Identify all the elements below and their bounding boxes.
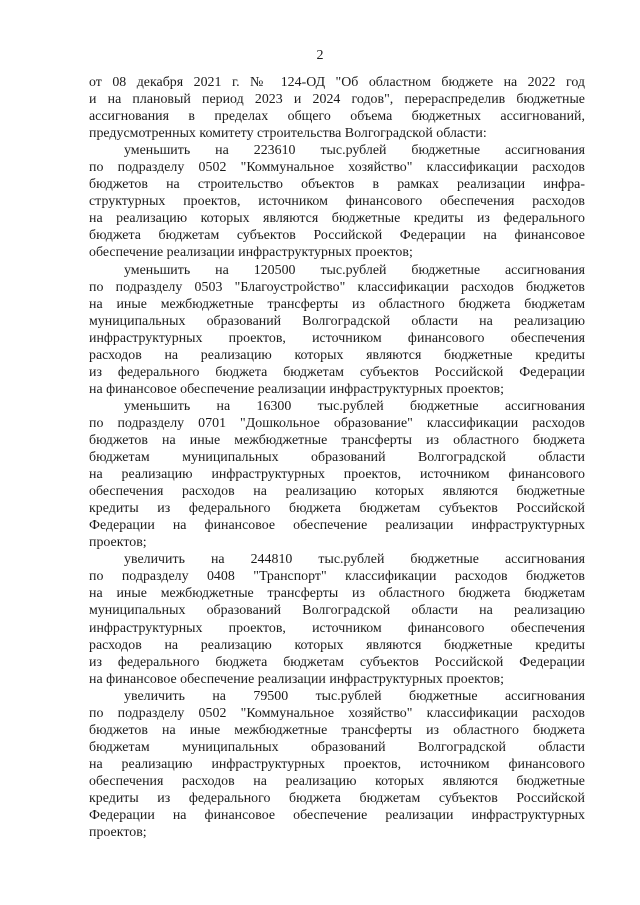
text-line: бюджетам муниципальных образований Волгоградской области [89, 739, 585, 755]
text-line: обеспечения расходов на реализацию которых являются бюджетные [89, 773, 585, 789]
text-line: проектов; [89, 535, 147, 551]
text-line: муниципальных образований Волгоградской области на реализацию [89, 603, 585, 619]
text-line: уменьшить на 16300 тыс.рублей бюджетные ассигнования [124, 398, 585, 414]
text-line: на реализацию которых являются бюджетные кредиты из федерального [89, 211, 585, 227]
text-line: бюджетов на иные межбюджетные трансферты из областного бюджета [89, 432, 585, 448]
text-line: расходов на реализацию которых являются бюджетные кредиты [89, 347, 585, 363]
text-line: бюджетов на иные межбюджетные трансферты из областного бюджета [89, 722, 585, 738]
text-line: инфраструктурных проектов, источником финансового обеспечения [89, 620, 585, 636]
text-line: увеличить на 79500 тыс.рублей бюджетные ассигнования [124, 688, 585, 704]
text-line: на финансовое обеспечение реализации инфраструктурных проектов; [89, 671, 504, 687]
text-line: предусмотренных комитету строительства Волгоградской области: [89, 126, 487, 142]
text-line: по подразделу 0502 "Коммунальное хозяйство" классификации расходов [89, 705, 585, 721]
text-line: от 08 декабря 2021 г. № 124-ОД "Об областном бюджете на 2022 год [89, 75, 585, 90]
text-line: обеспечение реализации инфраструктурных проектов; [89, 245, 413, 261]
text-line: на реализацию инфраструктурных проектов, источником финансового [89, 756, 585, 772]
text-line: структурных проектов, источником финансового обеспечения расходов [89, 194, 585, 210]
text-line: по подразделу 0502 "Коммунальное хозяйство" классификации расходов [89, 160, 585, 176]
text-line: по подразделу 0503 "Благоустройство" классификации расходов бюджетов [89, 279, 585, 295]
text-line: на реализацию инфраструктурных проектов, источником финансового [89, 467, 585, 483]
text-line: ассигнования в пределах общего объема бюджетных ассигнований, [89, 109, 585, 125]
text-line: на иные межбюджетные трансферты из областного бюджета бюджетам [89, 296, 585, 312]
text-line: на финансовое обеспечение реализации инфраструктурных проектов; [89, 381, 504, 397]
text-line: проектов; [89, 825, 147, 841]
text-line: по подразделу 0408 "Транспорт" классификации расходов бюджетов [89, 569, 585, 585]
text-line: Федерации на финансовое обеспечение реализации инфраструктурных [89, 518, 585, 534]
text-line: уменьшить на 223610 тыс.рублей бюджетные ассигнования [124, 143, 585, 159]
text-line: кредиты из федерального бюджета бюджетам субъектов Российской [89, 501, 585, 517]
text-line: кредиты из федерального бюджета бюджетам субъектов Российской [89, 790, 585, 806]
text-line: на иные межбюджетные трансферты из областного бюджета бюджетам [89, 586, 585, 602]
document-body [89, 74, 585, 841]
text-line: увеличить на 244810 тыс.рублей бюджетные ассигнования [124, 552, 585, 568]
page-number: 2 [316, 48, 324, 63]
text-line: уменьшить на 120500 тыс.рублей бюджетные ассигнования [124, 262, 585, 278]
text-line: муниципальных образований Волгоградской области на реализацию [89, 313, 585, 329]
text-line: бюджетов на строительство объектов в рамках реализации инфра- [89, 177, 585, 193]
text-line: Федерации на финансовое обеспечение реализации инфраструктурных [89, 808, 585, 824]
text-line: расходов на реализацию которых являются бюджетные кредиты [89, 637, 585, 653]
text-line: обеспечения расходов на реализацию которых являются бюджетные [89, 484, 585, 500]
text-line: инфраструктурных проектов, источником финансового обеспечения [89, 330, 585, 346]
text-line: бюджета бюджетам субъектов Российской Федерации на финансовое [89, 228, 585, 244]
text-line: и на плановый период 2023 и 2024 годов", перераспределив бюджетные [89, 92, 585, 108]
text-line: по подразделу 0701 "Дошкольное образование" классификации расходов [89, 415, 585, 431]
text-line: из федерального бюджета бюджетам субъектов Российской Федерации [89, 364, 585, 380]
text-line: из федерального бюджета бюджетам субъектов Российской Федерации [89, 654, 585, 670]
text-line: бюджетам муниципальных образований Волгоградской области [89, 450, 585, 466]
